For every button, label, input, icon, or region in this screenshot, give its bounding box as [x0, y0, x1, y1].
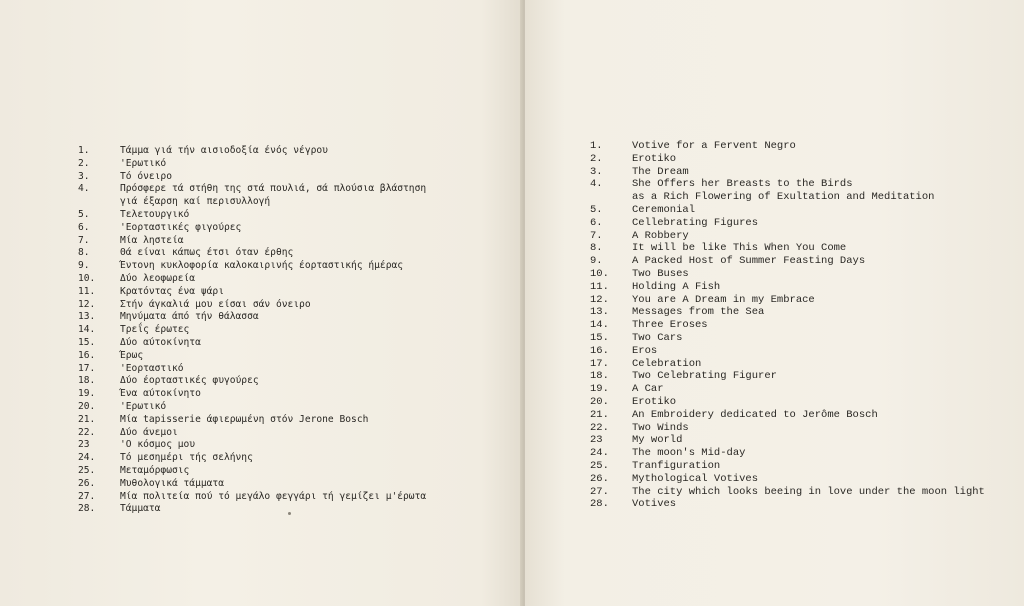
entry-title: Ένα αύτοκίνητο [120, 388, 201, 400]
entry-number: 27. [590, 485, 609, 498]
entry-number: 27. [78, 490, 96, 502]
entry-title: A Packed Host of Summer Feasting Days [632, 255, 866, 268]
list-item [590, 332, 1010, 345]
list-item [78, 503, 518, 516]
list-item [590, 370, 1010, 383]
entry-number: 13. [590, 306, 609, 319]
entry-title: Tranfiguration [632, 459, 721, 472]
entry-number: 8. [78, 247, 90, 259]
list-item [78, 478, 518, 491]
entry-number: 20. [590, 395, 609, 408]
list-item [590, 498, 1010, 511]
entry-title: Votives [632, 498, 677, 511]
entry-number: 26. [78, 477, 96, 489]
list-item [590, 242, 1010, 255]
entry-number: 13. [78, 311, 96, 323]
entry-title: Δύο έορταστικές φυγούρες [120, 375, 259, 387]
list-item [590, 294, 1010, 307]
list-item [590, 434, 1010, 447]
entry-number: 7. [590, 229, 603, 242]
entry-title: Three Eroses [632, 319, 708, 332]
list-item [78, 196, 518, 209]
entry-title: Messages from the Sea [632, 306, 765, 319]
entry-title: Τελετουργικό [120, 208, 190, 220]
entry-number: 4. [590, 178, 603, 191]
english-contents-list [590, 140, 1010, 511]
entry-number: 9. [78, 260, 90, 272]
list-item [78, 247, 518, 260]
entry-number: 14. [78, 324, 96, 336]
list-item [590, 153, 1010, 166]
entry-title: 'Ο κόσμος μου [120, 439, 196, 451]
entry-number: 10. [78, 272, 96, 284]
list-item [78, 209, 518, 222]
list-item [590, 473, 1010, 486]
entry-title: Holding A Fish [632, 280, 721, 293]
list-item [590, 409, 1010, 422]
list-item [590, 447, 1010, 460]
entry-number: 17. [590, 357, 609, 370]
entry-number: 9. [590, 255, 603, 268]
entry-title: as a Rich Flowering of Exultation and Meditation [632, 191, 935, 204]
entry-number: 5. [78, 208, 90, 220]
entry-title: A Car [632, 383, 664, 396]
entry-title: Erotiko [632, 395, 677, 408]
entry-title: Μία πολιτεία πού τό μεγάλο φεγγάρι τή γεμίζει μ'έρωτα [120, 490, 427, 502]
entry-number: 18. [78, 375, 96, 387]
list-item [78, 414, 518, 427]
entry-number: 21. [78, 413, 96, 425]
entry-title: She Offers her Breasts to the Birds [632, 178, 853, 191]
entry-title: My world [632, 434, 683, 447]
list-item [590, 358, 1010, 371]
list-item [590, 217, 1010, 230]
entry-number: 22. [590, 421, 609, 434]
entry-number: 19. [78, 388, 96, 400]
entry-title: Στήν άγκαλιά μου είσαι σάν όνειρο [120, 298, 311, 310]
entry-number: 17. [78, 362, 96, 374]
entry-title: Ceremonial [632, 203, 696, 216]
entry-number: 25. [590, 459, 609, 472]
list-item [78, 452, 518, 465]
entry-number: 15. [78, 336, 96, 348]
list-item [590, 166, 1010, 179]
entry-number: 16. [590, 344, 609, 357]
list-item [78, 145, 518, 158]
list-item [590, 460, 1010, 473]
list-item [78, 311, 518, 324]
list-item [590, 345, 1010, 358]
entry-title: Two Celebrating Figurer [632, 370, 777, 383]
entry-title: γιά έξαρση καί περισυλλογή [120, 196, 271, 208]
list-item [590, 191, 1010, 204]
entry-number: 26. [590, 472, 609, 485]
entry-title: Έρως [120, 349, 144, 361]
entry-number: 7. [78, 234, 90, 246]
list-item [78, 183, 518, 196]
list-item [590, 306, 1010, 319]
entry-title: The Dream [632, 165, 689, 178]
list-item [78, 158, 518, 171]
entry-number: 23 [78, 439, 90, 451]
entry-number: 2. [590, 152, 603, 165]
entry-title: Τρεΐς έρωτες [120, 324, 190, 336]
list-item [590, 383, 1010, 396]
list-item [590, 178, 1010, 191]
entry-number: 10. [590, 267, 609, 280]
entry-title: An Embroidery dedicated to Jerôme Bosch [632, 408, 878, 421]
list-item [78, 299, 518, 312]
list-item [78, 260, 518, 273]
entry-number: 28. [590, 498, 609, 511]
entry-title: Two Winds [632, 421, 689, 434]
entry-number: 1. [590, 140, 603, 152]
list-item [78, 363, 518, 376]
list-item [590, 486, 1010, 499]
entry-number: 16. [78, 349, 96, 361]
list-item [590, 255, 1010, 268]
list-item [78, 427, 518, 440]
list-item [78, 171, 518, 184]
entry-title: Δύο λεοφωρεία [120, 272, 196, 284]
entry-title: Θά είναι κάπως έτσι όταν έρθης [120, 247, 294, 259]
list-item [590, 422, 1010, 435]
entry-number: 15. [590, 331, 609, 344]
entry-number: 11. [590, 280, 609, 293]
entry-title: Two Buses [632, 267, 689, 280]
entry-title: Έντονη κυκλοφορία καλοκαιρινής έορταστικής ήμέρας [120, 260, 404, 272]
list-item [78, 401, 518, 414]
list-item [78, 491, 518, 504]
entry-title: 'Εορταστικό [120, 362, 184, 374]
entry-title: Votive for a Fervent Negro [632, 140, 796, 152]
entry-title: Erotiko [632, 152, 677, 165]
greek-contents-list [78, 145, 518, 516]
list-item [78, 388, 518, 401]
entry-number: 12. [590, 293, 609, 306]
list-item [78, 439, 518, 452]
list-item [78, 235, 518, 248]
entry-title: Δύο άνεμοι [120, 426, 178, 438]
entry-number: 4. [78, 183, 90, 195]
list-item [590, 281, 1010, 294]
list-item [78, 222, 518, 235]
entry-number: 3. [590, 165, 603, 178]
entry-title: The city which looks beeing in love under the moon light [632, 485, 985, 498]
entry-title: Μία tapisserie άφιερωμένη στόν Jerone Bosch [120, 413, 369, 425]
entry-number: 1. [78, 145, 90, 156]
list-item [78, 324, 518, 337]
entry-title: Τάμμα γιά τήν αισιοδοξία ένός νέγρου [120, 145, 328, 156]
entry-number: 25. [78, 464, 96, 476]
entry-title: You are A Dream in my Embrace [632, 293, 815, 306]
paper-speck [288, 512, 291, 515]
list-item [78, 273, 518, 286]
entry-number: 19. [590, 383, 609, 396]
entry-number: 2. [78, 157, 90, 169]
entry-number: 24. [78, 452, 96, 464]
entry-title: Mythological Votives [632, 472, 759, 485]
entry-title: Τό όνειρο [120, 170, 172, 182]
entry-title: Cellebrating Figures [632, 216, 759, 229]
entry-title: Κρατόντας ένα ψάρι [120, 285, 224, 297]
entry-title: Μία ληστεία [120, 234, 184, 246]
entry-title: 'Ερωτικό [120, 157, 167, 169]
entry-title: Celebration [632, 357, 702, 370]
entry-number [78, 196, 120, 209]
list-item [78, 465, 518, 478]
entry-title: 'Ερωτικό [120, 400, 167, 412]
list-item [590, 396, 1010, 409]
entry-title: 'Εορταστικές φιγούρες [120, 221, 242, 233]
entry-title: Eros [632, 344, 658, 357]
list-item [590, 319, 1010, 332]
entry-title: Δύο αύτοκίνητα [120, 336, 201, 348]
entry-number: 8. [590, 242, 603, 255]
entry-title: Μυθολογικά τάμματα [120, 477, 224, 489]
entry-number: 6. [78, 221, 90, 233]
list-item [78, 350, 518, 363]
list-item [590, 204, 1010, 217]
entry-title: Τάμματα [120, 503, 161, 515]
entry-number: 22. [78, 426, 96, 438]
entry-number: 21. [590, 408, 609, 421]
list-item [78, 337, 518, 350]
entry-title: Two Cars [632, 331, 683, 344]
entry-number: 11. [78, 285, 96, 297]
entry-title: Μηνύματα άπό τήν θάλασσα [120, 311, 259, 323]
entry-number: 24. [590, 447, 609, 460]
entry-number: 5. [590, 203, 603, 216]
entry-number: 23 [590, 434, 603, 447]
entry-title: It will be like This When You Come [632, 242, 847, 255]
entry-number: 12. [78, 298, 96, 310]
entry-number [590, 191, 632, 204]
entry-title: A Robbery [632, 229, 689, 242]
entry-title: Τό μεσημέρι τής σελήνης [120, 452, 253, 464]
entry-title: The moon's Mid-day [632, 447, 746, 460]
entry-title: Πρόσφερε τά στήθη της στά πουλιά, σά πλούσια βλάστηση [120, 183, 427, 195]
entry-number: 14. [590, 319, 609, 332]
list-item [590, 140, 1010, 153]
entry-number: 28. [78, 503, 96, 515]
list-item [78, 286, 518, 299]
entry-number: 18. [590, 370, 609, 383]
list-item [590, 230, 1010, 243]
entry-number: 6. [590, 216, 603, 229]
entry-number: 3. [78, 170, 90, 182]
entry-title: Μεταμόρφωσις [120, 464, 190, 476]
list-item [78, 375, 518, 388]
list-item [590, 268, 1010, 281]
entry-number: 20. [78, 400, 96, 412]
